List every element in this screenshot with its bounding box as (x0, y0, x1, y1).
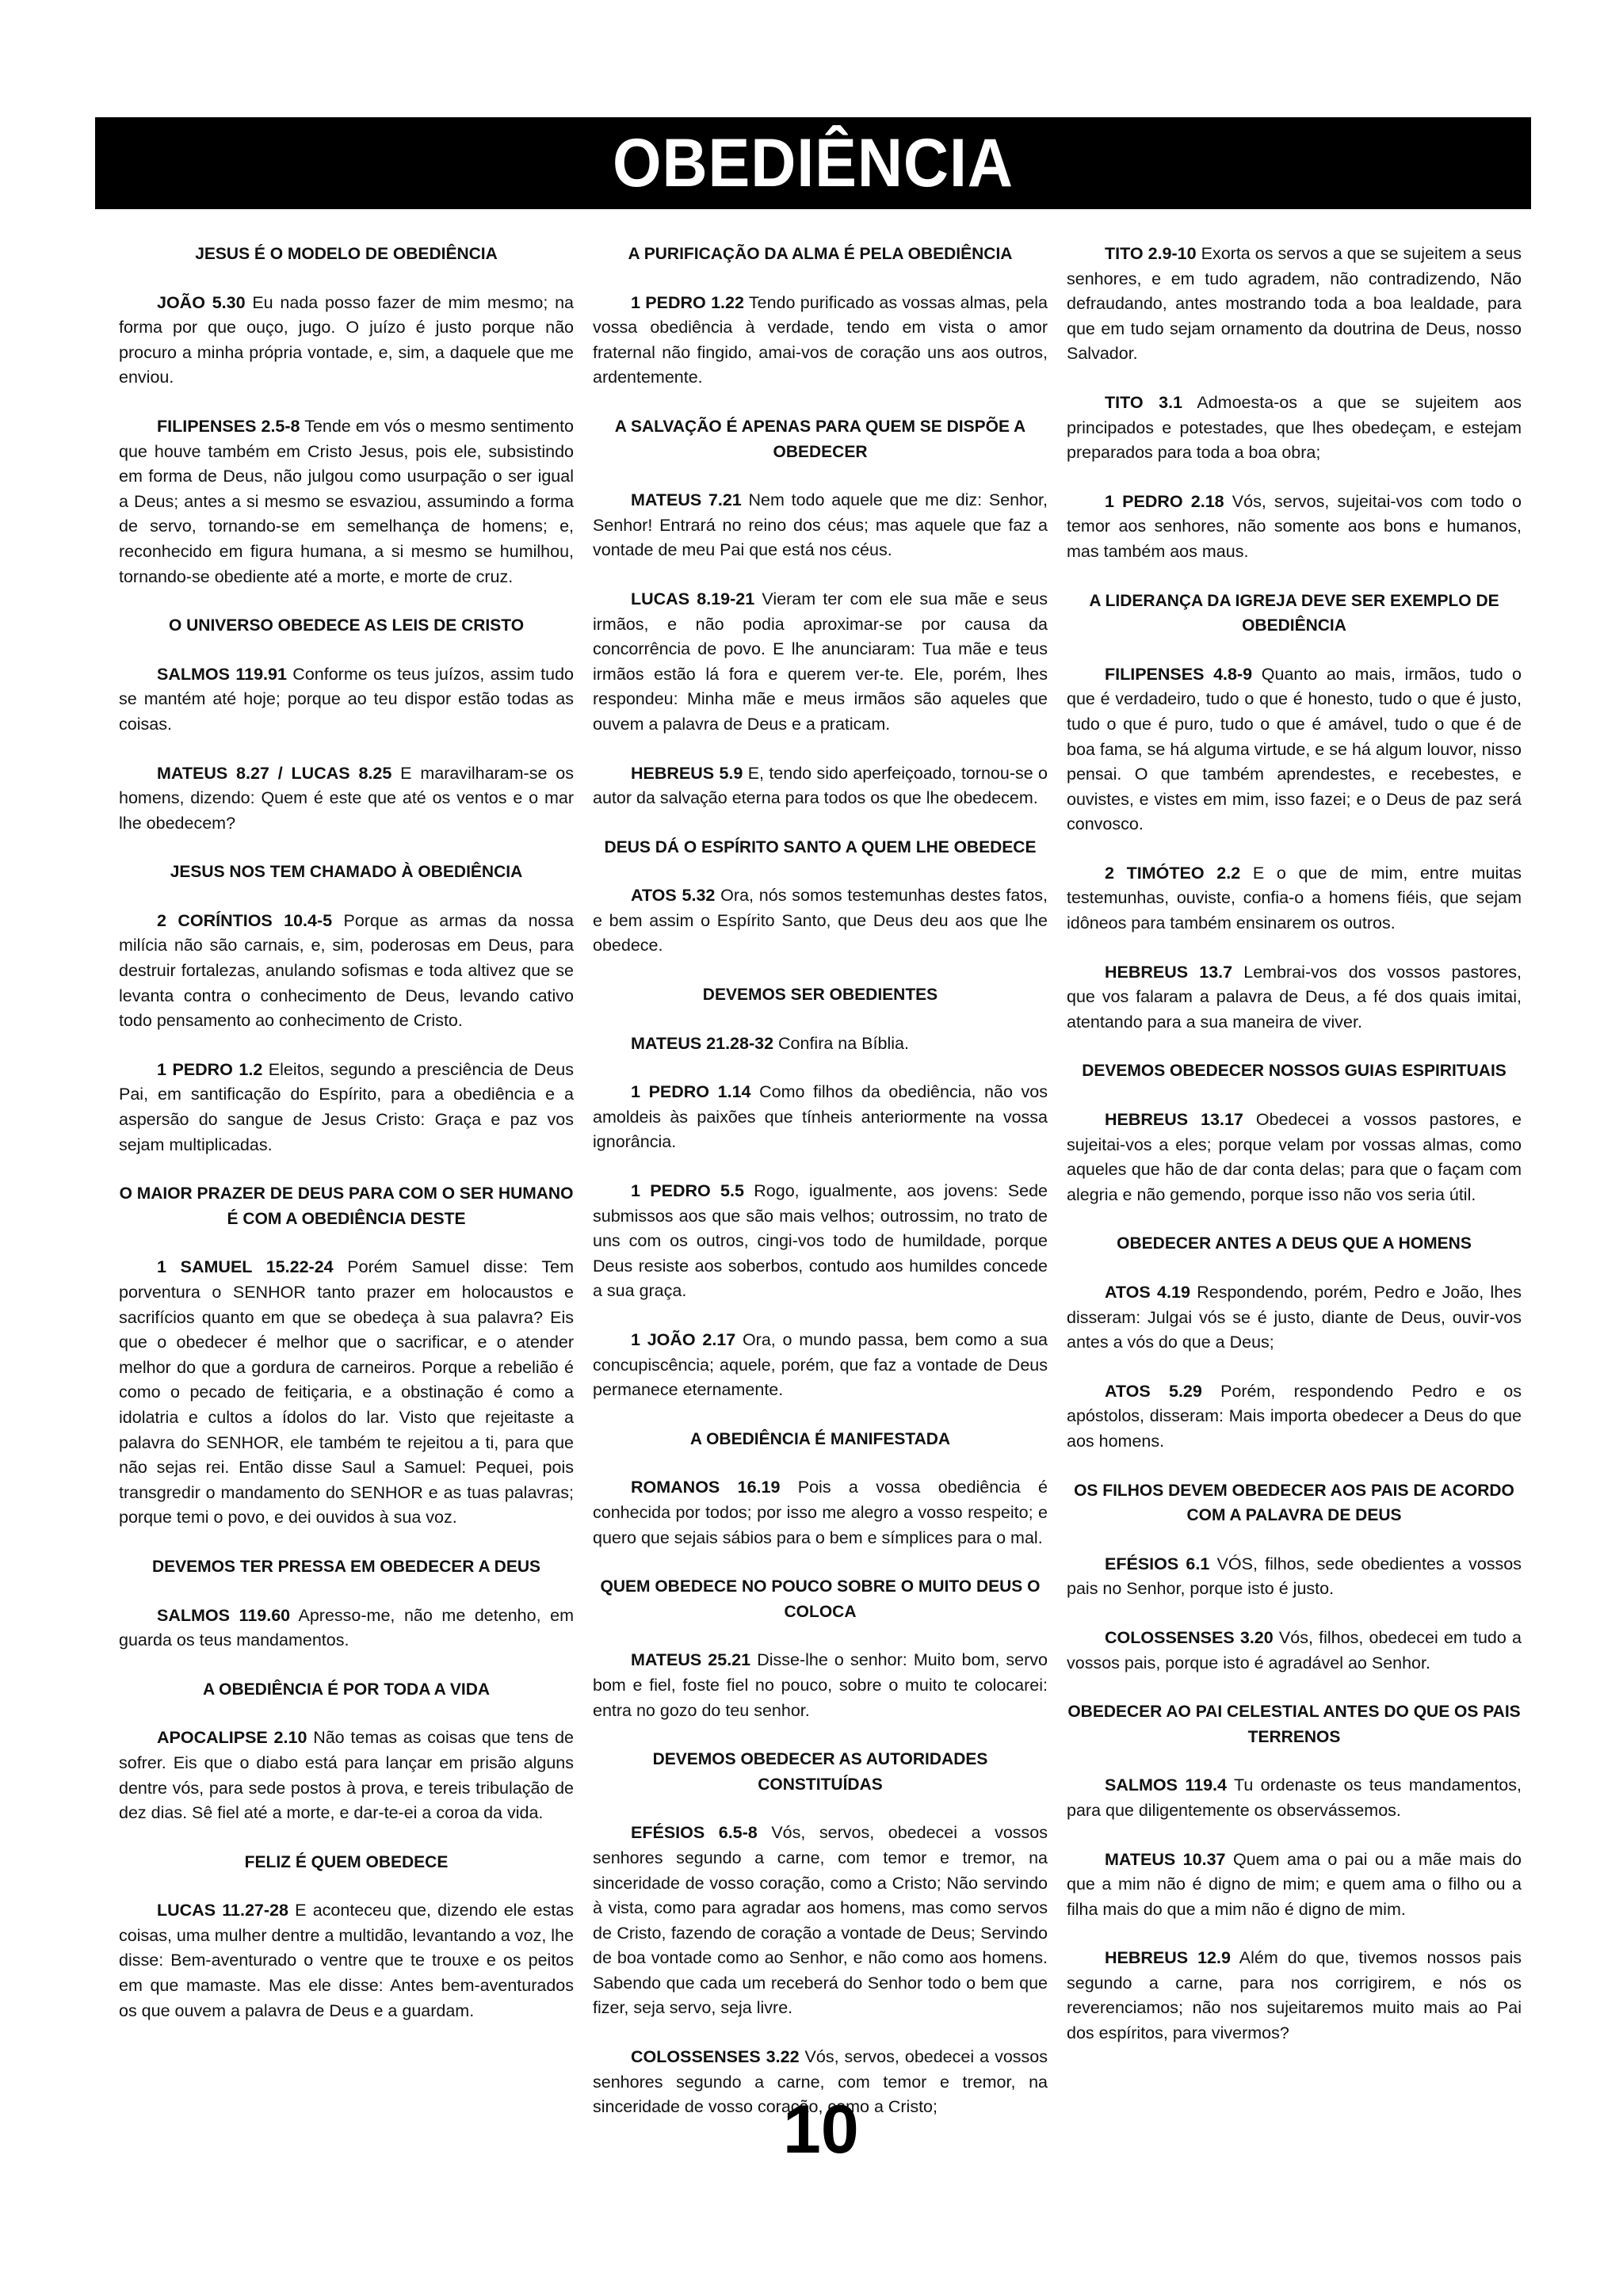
verse-paragraph (119, 1726, 574, 1825)
verse-paragraph (119, 662, 574, 738)
verse-text: E, tendo sido aperfeiçoado, tornou-se o autor da salvação eterna para todos os que lhe obedecem. (593, 763, 1048, 808)
verse-reference: 1 JOÃO 2.17 (631, 1330, 736, 1349)
column-1 (119, 242, 574, 2206)
verse-paragraph (593, 291, 1048, 391)
verse-reference: 1 PEDRO 1.2 (157, 1059, 263, 1079)
verse-paragraph (119, 761, 574, 837)
verse-reference: LUCAS 8.19-21 (631, 589, 755, 608)
verse-text: Eleitos, segundo a presciência de Deus Pai, em santificação do Espírito, para a obediência e a aspersão do sangue de Jesus Cristo: Graça e paz vos sejam multiplicadas. (119, 1059, 575, 1154)
section-heading: DEVEMOS OBEDECER NOSSOS GUIAS ESPIRITUAIS (1082, 1062, 1507, 1081)
verse-text: Como filhos da obediência, não vos amoldeis às paixões que tínheis anteriormente na vossa ignorância. (593, 1082, 1048, 1152)
verse-text: Apresso-me, não me detenho, em guarda os teus mandamentos. (119, 1605, 574, 1650)
verse-paragraph (593, 587, 1048, 738)
verse-reference: 1 SAMUEL 15.22-24 (157, 1257, 334, 1277)
verse-paragraph (593, 1648, 1048, 1723)
verse-paragraph (119, 291, 574, 391)
verse-paragraph (593, 1328, 1048, 1403)
section-heading: QUEM OBEDECE NO POUCO SOBRE O MUITO DEUS O COLOCA (600, 1577, 1041, 1621)
verse-paragraph (1067, 662, 1522, 837)
verse-text: Pois a vossa obediência é conhecida por todos; por isso me alegro a vosso respeito; e quero que sejais sábios para o bem e símplices para o mal. (593, 1478, 1048, 1547)
verse-reference: SALMOS 119.60 (157, 1605, 291, 1625)
verse-reference: EFÉSIOS 6.5-8 (631, 1823, 758, 1843)
verse-reference: 1 PEDRO 5.5 (631, 1181, 744, 1201)
verse-reference: 1 PEDRO 1.22 (631, 292, 744, 312)
verse-reference: 2 TIMÓTEO 2.2 (1105, 863, 1241, 883)
verse-reference: 1 PEDRO 1.14 (631, 1082, 751, 1102)
verse-paragraph (119, 909, 574, 1034)
section-heading: DEVEMOS TER PRESSA EM OBEDECER A DEUS (151, 1557, 541, 1576)
verse-text: Quem ama o pai ou a mãe mais do que a mim não é digno de mim; e quem ama o filho ou a filha mais do que a mim não é digno de mim. (1067, 1849, 1522, 1919)
verse-paragraph (1067, 1946, 1522, 2046)
verse-text: Vós, servos, obedecei a vossos senhores segundo a carne, com temor e tremor, na sinceridade de vosso coração, como a Cristo; (593, 2047, 1048, 2117)
verse-reference: MATEUS 8.27 / LUCAS 8.25 (157, 763, 392, 783)
verse-reference: APOCALIPSE 2.10 (157, 1728, 307, 1748)
verse-reference: HEBREUS 12.9 (1105, 1948, 1231, 1968)
section-heading: JESUS É O MODELO DE OBEDIÊNCIA (195, 245, 498, 263)
verse-text: Rogo, igualmente, aos jovens: Sede submissos aos que são mais velhos; outrossim, no trato de uns com os outros, cingi-vos todo de humildade, porque Deus resiste aos soberbos, contudo aos humildes concede a sua graça. (593, 1181, 1048, 1301)
section-heading: OBEDECER AO PAI CELESTIAL ANTES DO QUE OS PAIS TERRENOS (1067, 1703, 1521, 1746)
verse-reference: SALMOS 119.91 (157, 664, 287, 684)
verse-paragraph (1067, 242, 1522, 367)
verse-text: Conforme os teus juízos, assim tudo se mantém até hoje; porque ao teu dispor estão todas as coisas. (119, 664, 574, 734)
verse-text: Quanto ao mais, irmãos, tudo o que é verdadeiro, tudo o que é honesto, tudo o que é justo, tudo o que é puro, tudo o que é amável, tudo o que é de boa fama, se há alguma virtude, e se há algum louvor, nisso pensai. O que também aprendestes, e recebestes, e ouvistes, e vistes em mim, isso fazei; e o Deus de paz será convosco. (1067, 664, 1522, 834)
verse-reference: 1 PEDRO 2.18 (1105, 491, 1224, 511)
title-banner (95, 117, 1531, 209)
verse-paragraph (1067, 1626, 1522, 1676)
verse-text: Não temas as coisas que tens de sofrer. Eis que o diabo está para lançar em prisão alguns dentre vós, para sede postos à prova, e tereis tribulação de dez dias. Sê fiel até a morte, e dar-te-ei a coroa da vida. (119, 1728, 574, 1823)
verse-text: Admoesta-os a que se sujeitem aos principados e potestades, que lhes obedeçam, e estejam preparados para toda a boa obra; (1067, 392, 1522, 463)
verse-text: Vós, servos, obedecei a vossos senhores segundo a carne, com temor e tremor, na sinceridade de vosso coração, como a Cristo; Não servindo à vista, como para agradar aos homens, mas como servos de Cristo, fazendo de coração a vontade de Deus; Servindo de boa vontade como ao Senhor, e não como aos homens. Sabendo que cada um receberá do Senhor todo o bem que fizer, seja servo, seja livre. (593, 1823, 1048, 2018)
page-title: OBEDIÊNCIA (613, 124, 1014, 201)
verse-paragraph (1067, 1552, 1522, 1602)
section-heading: DEVEMOS SER OBEDIENTES (702, 986, 938, 1005)
verse-text: Vós, filhos, obedecei em tudo a vossos pais, porque isto é agradável ao Senhor. (1067, 1627, 1522, 1672)
verse-paragraph (119, 1898, 574, 2023)
verse-paragraph (1067, 1280, 1522, 1356)
section-heading: OS FILHOS DEVEM OBEDECER AOS PAIS DE ACORDO COM A PALAVRA DE DEUS (1074, 1481, 1514, 1525)
verse-reference: ROMANOS 16.19 (631, 1478, 781, 1497)
text-columns (119, 242, 1522, 2206)
verse-reference: JOÃO 5.30 (157, 292, 246, 312)
section-heading: JESUS NOS TEM CHAMADO À OBEDIÊNCIA (170, 863, 523, 882)
verse-text: Exorta os servos a que se sujeitem a seus senhores, e em tudo agradem, não contradizendo, Não defraudando, antes mostrando toda a boa lealdade, para que em tudo sejam ornamento da doutrina de Deus, nosso Salvador. (1067, 244, 1522, 364)
verse-paragraph (593, 883, 1048, 959)
verse-text: Porém Samuel disse: Tem porventura o SENHOR tanto prazer em holocaustos e sacrifícios quanto em que se obedeça à sua palavra? Eis que o obedecer é melhor que o sacrificar, e o atender melhor do que a gordura de carneiros. Porque a rebelião é como o pecado de feitiçaria, e a obstinação é como a idolatria e cultos a ídolos do lar. Visto que rejeitaste a palavra do SENHOR, ele também te rejeitou a ti, para que não sejas rei. Então disse Saul a Samuel: Pequei, pois transgredir o mandamento do SENHOR e as tuas palavras; porque temi o povo, e dei ouvidos à sua voz. (119, 1257, 574, 1527)
section-heading: A LIDERANÇA DA IGREJA DEVE SER EXEMPLO DE OBEDIÊNCIA (1089, 591, 1499, 635)
verse-reference: SALMOS 119.4 (1105, 1775, 1227, 1795)
verse-paragraph (1067, 1848, 1522, 1923)
verse-text: E aconteceu que, dizendo ele estas coisas, uma mulher dentre a multidão, levantando a voz, lhe disse: Bem-aventurado o ventre que te trouxe e os peitos em que mamaste. Mas ele disse: Antes bem-aventurados os que ouvem a palavra de Deus e a guardam. (119, 1901, 574, 2020)
verse-reference: MATEUS 10.37 (1105, 1849, 1226, 1869)
verse-reference: COLOSSENSES 3.20 (1105, 1627, 1274, 1647)
verse-text: Tu ordenaste os teus mandamentos, para que diligentemente os observássemos. (1067, 1775, 1522, 1820)
section-heading: A OBEDIÊNCIA É MANIFESTADA (689, 1429, 951, 1448)
section-heading: DEUS DÁ O ESPÍRITO SANTO A QUEM LHE OBEDECE (604, 837, 1037, 856)
verse-paragraph (119, 1058, 574, 1158)
verse-reference: FILIPENSES 2.5-8 (157, 416, 300, 436)
verse-reference: MATEUS 21.28-32 (631, 1033, 774, 1053)
verse-paragraph (1067, 391, 1522, 466)
section-heading: O UNIVERSO OBEDECE AS LEIS DE CRISTO (168, 616, 525, 635)
verse-reference: ATOS 5.32 (631, 886, 716, 906)
section-heading: A PURIFICAÇÃO DA ALMA É PELA OBEDIÊNCIA (628, 245, 1013, 263)
verse-reference: FILIPENSES 4.8-9 (1105, 664, 1253, 684)
verse-text: Obedecei a vossos pastores, e sujeitai-vos a eles; porque velam por vossas almas, como aqueles que hão de dar conta delas; para que o façam com alegria e não gemendo, porque isso não vos seria útil. (1067, 1110, 1522, 1204)
verse-paragraph (593, 761, 1048, 811)
verse-paragraph (1067, 1379, 1522, 1455)
verse-text: Eu nada posso fazer de mim mesmo; na forma por que ouço, jugo. O juízo é justo porque não procuro a minha própria vontade, e, sim, a daquele que me enviou. (119, 292, 575, 387)
section-heading: OBEDECER ANTES A DEUS QUE A HOMENS (1117, 1234, 1472, 1253)
verse-text: Vieram ter com ele sua mãe e seus irmãos, e não podia aproximar-se por causa da concorrência de povo. E lhe anunciaram: Tua mãe e teus irmãos estão lá fora e querem ver-te. Ele, porém, lhes respondeu: Minha mãe e meus irmãos são aqueles que ouvem a palavra de Deus e a praticam. (593, 589, 1048, 734)
verse-paragraph (119, 1255, 574, 1531)
verse-text: Lembrai-vos dos vossos pastores, que vos falaram a palavra de Deus, a fé dos quais imitai, atentando para a sua maneira de viver. (1067, 962, 1522, 1032)
verse-text: Porque as armas da nossa milícia não são carnais, e, sim, poderosas em Deus, para destruir fortalezas, anulando sofismas e toda altivez que se levanta contra o conhecimento de Deus, levando cativo todo pensamento ao conhecimento de Cristo. (119, 910, 574, 1031)
column-2 (593, 242, 1048, 2206)
verse-paragraph (593, 1080, 1048, 1155)
section-heading: A SALVAÇÃO É APENAS PARA QUEM SE DISPÕE A OBEDECER (614, 417, 1026, 461)
verse-reference: TITO 2.9-10 (1105, 244, 1197, 263)
verse-reference: ATOS 4.19 (1105, 1283, 1190, 1302)
verse-paragraph (1067, 1773, 1522, 1823)
verse-text: Ora, o mundo passa, bem como a sua concupiscência; aquele, porém, que faz a vontade de Deus permanece eternamente. (593, 1330, 1048, 1400)
verse-reference: 2 CORÍNTIOS 10.4-5 (157, 910, 333, 930)
verse-reference: HEBREUS 5.9 (631, 763, 743, 783)
verse-paragraph (593, 488, 1048, 563)
verse-paragraph (593, 1032, 1048, 1057)
verse-paragraph (1067, 960, 1522, 1035)
page-number: 10 (783, 2092, 859, 2168)
verse-paragraph (1067, 1108, 1522, 1207)
verse-text: E maravilharam-se os homens, dizendo: Quem é este que até os ventos e o mar lhe obedecem? (119, 763, 574, 833)
verse-text: Vós, servos, sujeitai-vos com todo o temor aos senhores, não somente aos bons e humanos, mas também aos maus. (1067, 491, 1522, 561)
verse-paragraph (119, 414, 574, 589)
verse-reference: HEBREUS 13.7 (1105, 962, 1233, 982)
verse-text: VÓS, filhos, sede obedientes a vossos pais no Senhor, porque isto é justo. (1067, 1554, 1522, 1599)
verse-paragraph (593, 1475, 1048, 1550)
verse-reference: ATOS 5.29 (1105, 1381, 1202, 1401)
verse-reference: HEBREUS 13.17 (1105, 1110, 1243, 1130)
verse-paragraph (1067, 490, 1522, 565)
verse-paragraph (1067, 861, 1522, 936)
verse-text: E o que de mim, entre muitas testemunhas, ouviste, confia-o a homens fiéis, que sejam idôneos para também ensinarem os outros. (1067, 863, 1522, 933)
verse-text: Tendo purificado as vossas almas, pela vossa obediência à verdade, tendo em vista o amor fraternal não fingido, amai-vos de coração uns aos outros, ardentemente. (593, 292, 1048, 387)
column-3 (1067, 242, 1522, 2206)
verse-text: Nem todo aquele que me diz: Senhor, Senhor! Entrará no reino dos céus; mas aquele que faz a vontade de meu Pai que está nos céus. (593, 490, 1048, 560)
verse-reference: LUCAS 11.27-28 (157, 1901, 288, 1920)
section-heading: DEVEMOS OBEDECER AS AUTORIDADES CONSTITUÍDAS (652, 1750, 988, 1794)
verse-text: Tende em vós o mesmo sentimento que houve também em Cristo Jesus, pois ele, subsistindo em forma de Deus, não julgou como usurpação o ser igual a Deus; antes a si mesmo se esvaziou, assumindo a forma de servo, tornando-se em semelhança de homens; e, reconhecido em figura humana, a si mesmo se humilhou, tornando-se obediente até a morte, e morte de cruz. (119, 416, 575, 586)
verse-text: Ora, nós somos testemunhas destes fatos, e bem assim o Espírito Santo, que Deus deu aos que lhe obedece. (593, 886, 1048, 955)
verse-text: Confira na Bíblia. (773, 1033, 909, 1053)
verse-text: Porém, respondendo Pedro e os apóstolos, disseram: Mais importa obedecer a Deus do que aos homens. (1067, 1381, 1522, 1451)
verse-paragraph (593, 1821, 1048, 2021)
verse-text: Além do que, tivemos nossos pais segundo a carne, para nos corrigirem, e nós os reverenciamos; não nos sujeitaremos muito mais ao Pai dos espíritos, para vivermos? (1067, 1948, 1522, 2043)
section-heading: O MAIOR PRAZER DE DEUS PARA COM O SER HUMANO É COM A OBEDIÊNCIA DESTE (119, 1184, 574, 1228)
verse-reference: MATEUS 7.21 (631, 490, 742, 510)
verse-paragraph (119, 1604, 574, 1653)
verse-text: Respondendo, porém, Pedro e João, lhes disseram: Julgai vós se é justo, diante de Deus, ouvir-vos antes a vós do que a Deus; (1067, 1283, 1522, 1352)
verse-text: Disse-lhe o senhor: Muito bom, servo bom e fiel, foste fiel no pouco, sobre o muito te colocarei: entra no gozo do teu senhor. (593, 1650, 1048, 1720)
section-heading: FELIZ É QUEM OBEDECE (244, 1852, 449, 1871)
verse-paragraph (593, 1179, 1048, 1304)
verse-reference: COLOSSENSES 3.22 (631, 2047, 800, 2067)
section-heading: A OBEDIÊNCIA É POR TODA A VIDA (202, 1680, 491, 1699)
verse-reference: TITO 3.1 (1105, 392, 1183, 412)
verse-reference: EFÉSIOS 6.1 (1105, 1554, 1210, 1573)
verse-reference: MATEUS 25.21 (631, 1650, 751, 1670)
